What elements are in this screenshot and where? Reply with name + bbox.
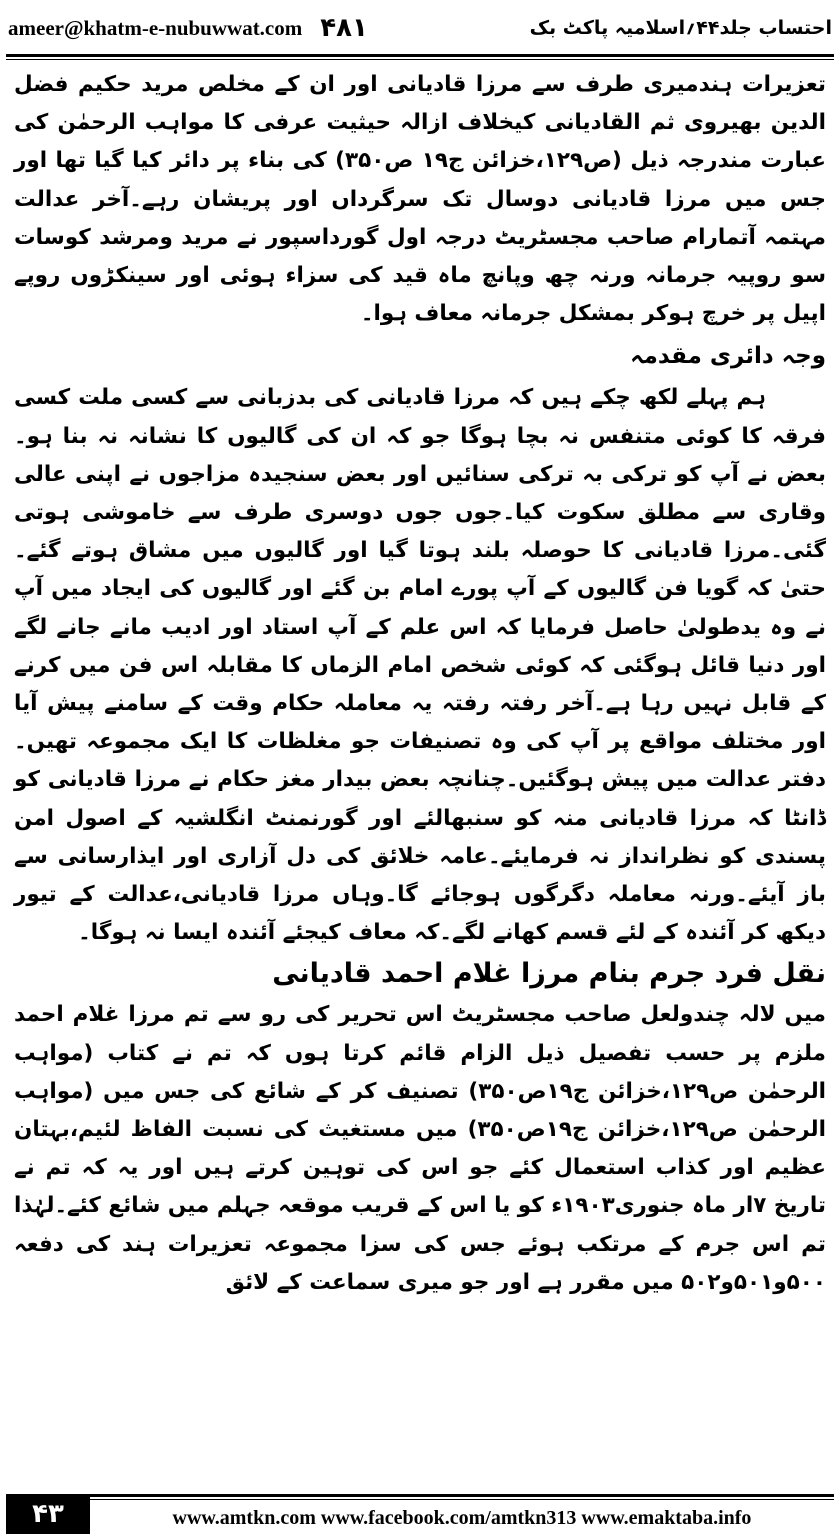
header-rule-thin [6, 59, 834, 60]
footer-links-bar [90, 1494, 834, 1534]
header-page-number: ۴۸۱ [320, 13, 368, 43]
footer-rule-thin [90, 1499, 834, 1500]
paragraph-3: میں لالہ چندولعل صاحب مجسٹریٹ اس تحریر کی رو سے تم مرزا غلام احمد ملزم پر حسب تفصیل ذیل الزام قائم کرتا ہوں کہ تم نے کتاب (مواہب الرحمٰن ص۱۲۹،خزائن ج۱۹ص۳۵۰) تصنیف کر کے شائع کی جس میں (مواہب الرحمٰن ص۱۲۹،خزائن ج۱۹ص۳۵۰) میں مستغیث کی نسبت الفاظ لئیم،بہتان عظیم اور کذاب استعمال کئے جو اس کی توہین کرتے ہیں اور یہ کہ تم نے تاریخ ۷ار ماہ جنوری۱۹۰۳ء کو یا اس کے قریب موقعہ جہلم میں شائع کئے۔لہٰذا تم اس جرم کے مرتکب ہوئے جس کی سزا مجموعہ تعزیرات ہند کی دفعہ ۵۰۰و۵۰۱و۵۰۲ میں مقرر ہے اور جو میری سماعت کے لائق [14, 1002, 827, 1295]
page-footer [6, 1494, 834, 1534]
paragraph-2: ہم پہلے لکھ چکے ہیں کہ مرزا قادیانی کی بدزبانی سے کسی ملت کسی فرقہ کا کوئی متنفس نہ بچا ہوگا جو کہ ان کی گالیوں کا نشانہ نہ بنا ہو۔بعض نے آپ کو ترکی بہ ترکی سنائیں اور بعض سنجیدہ مزاجوں نے اپنی عالی وقاری سے مطلق سکوت کیا۔جوں جوں دوسری طرف سے خاموشی ہوتی گئی۔مرزا قادیانی کا حوصلہ بلند ہوتا گیا اور گالیوں میں مشاق ہوتے گئے۔حتیٰ کہ گویا فن گالیوں کے آپ پورے امام بن گئے اور گالیوں کی ایجاد میں آپ نے وہ یدطولیٰ حاصل فرمایا کہ اس علم کے آپ استاد اور ادیب مانے جانے لگے اور دنیا قائل ہوگئی کہ کوئی شخص امام الزماں کا مقابلہ اس فن میں کرنے کے قابل نہیں رہا ہے۔آخر رفتہ رفتہ یہ معاملہ حکام وقت کے سامنے پیش آیا اور مختلف مواقع پر آپ کی وہ تصنیفات جو مغلظات کا ایک مجموعہ تھیں۔دفتر عدالت میں پیش ہوگئیں۔چنانچہ بعض بیدار مغز حکام نے مرزا قادیانی کو ڈانٹا کہ مرزا قادیانی منہ کو سنبھالئے اور گورنمنٹ انگلشیہ کے اصول امن پسندی کو نظرانداز نہ فرمایئے۔عامہ خلائق کی دل آزاری اور ایذارسانی سے باز آیئے۔ورنہ معاملہ دگرگوں ہوجائے گا۔وہاں مرزا قادیانی،عدالت کے تیور دیکھ کر آئندہ کے لئے قسم کھانے لگے۔کہ معاف کیجئے آئندہ ایسا نہ ہوگا۔ [14, 385, 826, 946]
footer-page-number: ۴۳ [6, 1494, 90, 1534]
header-left [8, 13, 368, 43]
header-book-title: احتساب جلد۴۴؍اسلامیہ پاکٹ بک [529, 17, 832, 39]
footer-links[interactable]: www.amtkn.com www.facebook.com/amtkn313 www.emaktaba.info [172, 1506, 752, 1529]
section-heading-1: وجہ دائری مقدمہ [630, 343, 826, 370]
page-header [8, 6, 832, 50]
header-rule [6, 54, 834, 57]
footer-rule [90, 1494, 834, 1497]
page-body [14, 66, 826, 1476]
section-heading-2: نقل فرد جرم بنام مرزا غلام احمد قادیانی [272, 958, 826, 990]
header-email: ameer@khatm-e-nubuwwat.com [8, 15, 303, 40]
paragraph-1: تعزیرات ہندمیری طرف سے مرزا قادیانی اور ان کے مخلص مرید حکیم فضل الدین بھیروی ثم القادیانی کیخلاف ازالہ حیثیت عرفی کا مواہب الرحمٰن کی عبارت مندرجہ ذیل (ص۱۲۹،خزائن ج۱۹ ص۳۵۰) کی بناء پر دائر کیا گیا تھا اور جس میں مرزا قادیانی دوسال تک سرگرداں اور پریشان رہے۔آخر عدالت مہتمہ آتمارام صاحب مجسٹریٹ درجہ اول گورداسپور نے مرید ومرشد کوسات سو روپیہ جرمانہ ورنہ چھ وپانچ ماہ قید کی سزاء ہوئی اور سینکڑوں روپے اپیل پر خرچ ہوکر بمشکل جرمانہ معاف ہوا۔ [14, 72, 826, 327]
